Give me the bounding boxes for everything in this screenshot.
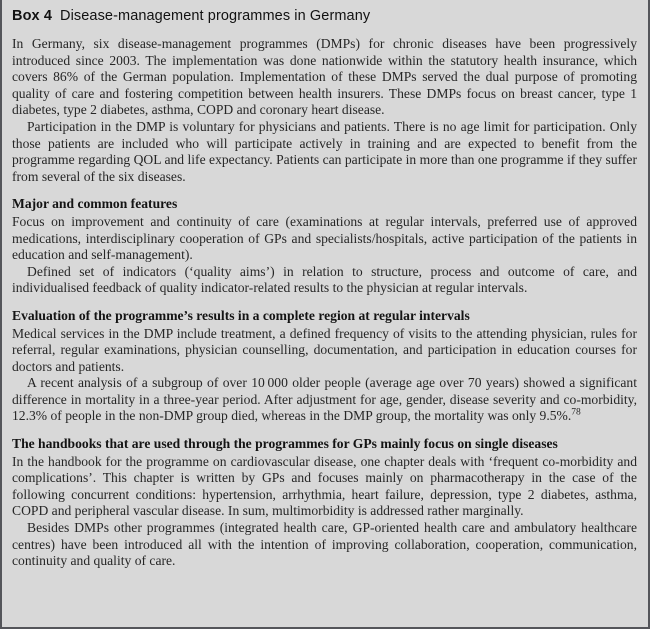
box-title-text: Disease-management programmes in Germany [60,8,371,24]
paragraph: A recent analysis of a subgroup of over 10 000 older people (average age over 70 years) showed a significant difference in mortality in a three-year period. After adjustment for age, gender, disease severity and co-morbidity, 12.3% of people in the non-DMP group died, whereas in the DMP group, the mortality was only 9.5%.$^{78}$ [12,375,637,424]
box-section [12,36,637,185]
paragraph: Besides DMPs other programmes (integrated health care, GP-oriented health care and ambulatory healthcare centres) have been introduced all with the intention of improving collaboration, cooperation, communication, continuity and quality of care. [12,520,637,569]
section-heading: Evaluation of the programme’s results in a complete region at regular intervals [12,307,470,323]
paragraph: In Germany, six disease-management programmes (DMPs) for chronic diseases have been progressively introduced since 2003. The implementation was done nationwide within the statutory health insurance, which covers 86% of the German population. Implementation of these DMPs served the dual purpose of promoting quality of care and fostering competition between health insurers. These DMPs focus on breast cancer, type 1 diabetes, type 2 diabetes, asthma, COPD and coronary heart disease. [12,36,637,118]
box-body [12,36,637,570]
reference-superscript: 78 [571,407,581,418]
paragraph: Focus on improvement and continuity of care (examinations at regular intervals, preferred use of approved medications, interdisciplinary cooperation of GPs and specialists/hospitals, active participation of the patients in education and self-management). [12,213,637,263]
paragraph: Defined set of indicators (‘quality aims’) in relation to structure, process and outcome of care, and individualised feedback of quality indicator-related results to the physician at regular intervals. [12,263,637,296]
box-title [12,7,637,26]
box-section [12,196,637,297]
section-heading: The handbooks that are used through the programmes for GPs mainly focus on single diseases [12,436,558,452]
paragraph: Participation in the DMP is voluntary for physicians and patients. There is no age limit for participation. Only those patients are included who will participate actively in training and are expected to benefit from the programme regarding QOL and life expectancy. Patients can participate in more than one programme if they suffer from several of the six diseases. [12,118,637,184]
paragraph: Medical services in the DMP include treatment, a defined frequency of visits to the attending physician, rules for referral, regular examinations, physician counselling, documentation, and participation in education courses for doctors and patients. [12,325,637,374]
paragraph: In the handbook for the programme on cardiovascular disease, one chapter deals with ‘frequent co-morbidity and complications’. This chapter is written by GPs and focuses mainly on pharmacotherapy in the case of the following concurrent conditions: hypertension, arrhythmia, heart failure, depression, type 2 diabetes, asthma, COPD and peripheral vascular disease. In sum, multimorbidity is addressed rather marginally. [12,453,637,519]
box-section [12,436,637,570]
box-label: Box 4 [12,8,52,24]
box-section [12,308,637,425]
section-heading: Major and common features [12,196,178,212]
